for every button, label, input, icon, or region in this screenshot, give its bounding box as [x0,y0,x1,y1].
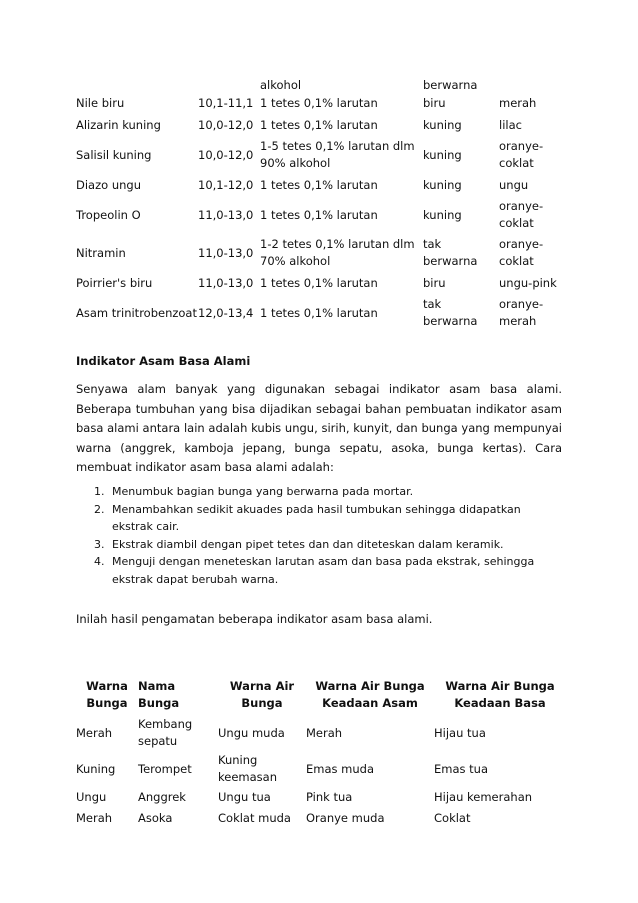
indicator-name: Diazo ungu [76,177,141,192]
list-item [76,536,562,554]
dosage: 1 tetes 0,1% larutan [260,305,378,320]
list-number: 3. [94,537,105,551]
table-row [76,715,566,751]
water-color: Coklat muda [218,811,291,825]
table-row [76,174,566,196]
base-color: Hijau kemerahan [434,790,533,804]
table-cell: berwarna [423,78,478,92]
base-color: oranye-coklat [499,139,544,170]
acid-color: Oranye muda [306,811,385,825]
indicator-name: Nile biru [76,95,125,110]
column-header: Warna Air Bunga Keadaan Basa [445,679,555,710]
flower-table [76,675,566,829]
table-cell [198,76,260,92]
flower-name: Asoka [138,811,173,825]
list-text: Menambahkan sedikit akuades pada hasil tumbukan sehingga didapatkan ekstrak cair. [112,502,521,533]
flower-name: Terompet [138,761,192,776]
indicator-name: Asam trinitrobenzoat [76,305,197,320]
acid-color: tak berwarna [423,237,478,268]
column-header: Warna Air Bunga [229,679,295,710]
observation-intro: Inilah hasil pengamatan beberapa indikator asam basa alami. [76,612,433,626]
flower-color: Merah [76,811,113,825]
dosage: 1 tetes 0,1% larutan [260,117,378,132]
acid-color: biru [423,95,446,110]
ph-range: 10,1-12,0 [198,177,254,192]
list-item [76,483,562,501]
list-number: 1. [94,485,105,498]
steps-list [76,483,562,588]
base-color: ungu-pink [499,275,557,290]
acid-color: Emas muda [306,761,375,776]
table-row [76,92,566,114]
acid-color: Pink tua [306,790,353,804]
indicator-name: Poirrier's biru [76,275,153,290]
ph-range: 10,1-11,1 [198,95,254,110]
dosage: 1 tetes 0,1% larutan [260,275,378,290]
list-text: Ekstrak diambil dengan pipet tetes dan dan diteteskan dalam keramik. [112,537,504,551]
table-row [76,808,566,829]
water-color: Kuning keemasan [218,753,277,784]
column-header: Nama Bunga [138,679,180,710]
list-number: 2. [94,502,105,516]
table-row [76,751,566,787]
water-color: Ungu tua [218,790,271,804]
water-color: Ungu muda [218,725,285,740]
section-heading: Indikator Asam Basa Alami [76,354,251,368]
indicator-name: Salisil kuning [76,147,152,162]
list-text: Menumbuk bagian bunga yang berwarna pada mortar. [112,485,414,498]
flower-name: Kembang sepatu [138,717,193,748]
table-row [76,234,566,272]
base-color: oranye-coklat [499,237,544,268]
ph-range: 12,0-13,4 [198,305,254,320]
table-cell: alkohol [260,78,302,92]
indicator-table [76,76,566,332]
table-row [76,136,566,174]
ph-range: 11,0-13,0 [198,207,254,222]
base-color: ungu [499,177,529,192]
flower-color: Merah [76,725,113,740]
acid-color: kuning [423,207,462,222]
table-cell [76,76,198,92]
ph-range: 11,0-13,0 [198,245,254,260]
base-color: oranye-merah [499,297,544,328]
base-color: Coklat [434,811,471,825]
base-color: Hijau tua [434,725,486,740]
ph-range: 10,0-12,0 [198,117,254,132]
ph-range: 11,0-13,0 [198,275,254,290]
acid-color: kuning [423,177,462,192]
acid-color: kuning [423,117,462,132]
table-row [76,196,566,234]
indicator-name: Alizarin kuning [76,117,161,132]
table-row [76,114,566,136]
dosage: 1-2 tetes 0,1% larutan dlm 70% alkohol [260,237,415,268]
table-cell [499,76,566,92]
list-text: Menguji dengan meneteskan larutan asam dan basa pada ekstrak, sehingga ekstrak dapat berubah warna. [112,555,535,586]
flower-color: Ungu [76,790,107,804]
table-row [76,787,566,808]
dosage: 1 tetes 0,1% larutan [260,207,378,222]
acid-color: Merah [306,725,343,740]
dosage: 1-5 tetes 0,1% larutan dlm 90% alkohol [260,139,415,170]
table-row [76,76,566,92]
base-color: merah [499,95,537,110]
list-item [76,553,562,588]
acid-color: biru [423,275,446,290]
list-item [76,501,562,536]
table-row [76,294,566,332]
base-color: oranye-coklat [499,199,544,230]
flower-name: Anggrek [138,790,186,804]
table-row [76,272,566,294]
table-header-row [76,675,566,715]
indicator-name: Tropeolin O [76,207,141,222]
body-paragraph: Senyawa alam banyak yang digunakan sebagai indikator asam basa alami. Beberapa tumbuhan yang bisa dijadikan sebagai bahan pembuatan indikator asam basa alami antara lain adalah kubis ungu, sirih, kunyit, dan bunga yang mempunyai warna (anggrek, kamboja jepang, bunga sepatu, asoka, bunga kertas). Cara membuat indikator asam basa alami adalah: [76,382,562,474]
acid-color: kuning [423,147,462,162]
list-number: 4. [94,555,105,568]
column-header: Warna Air Bunga Keadaan Asam [315,679,425,710]
dosage: 1 tetes 0,1% larutan [260,177,378,192]
dosage: 1 tetes 0,1% larutan [260,95,378,110]
base-color: lilac [499,117,522,132]
indicator-name: Nitramin [76,245,126,260]
column-header: Warna Bunga [86,679,128,710]
ph-range: 10,0-12,0 [198,147,254,162]
flower-color: Kuning [76,761,116,776]
acid-color: tak berwarna [423,297,478,328]
base-color: Emas tua [434,761,489,776]
